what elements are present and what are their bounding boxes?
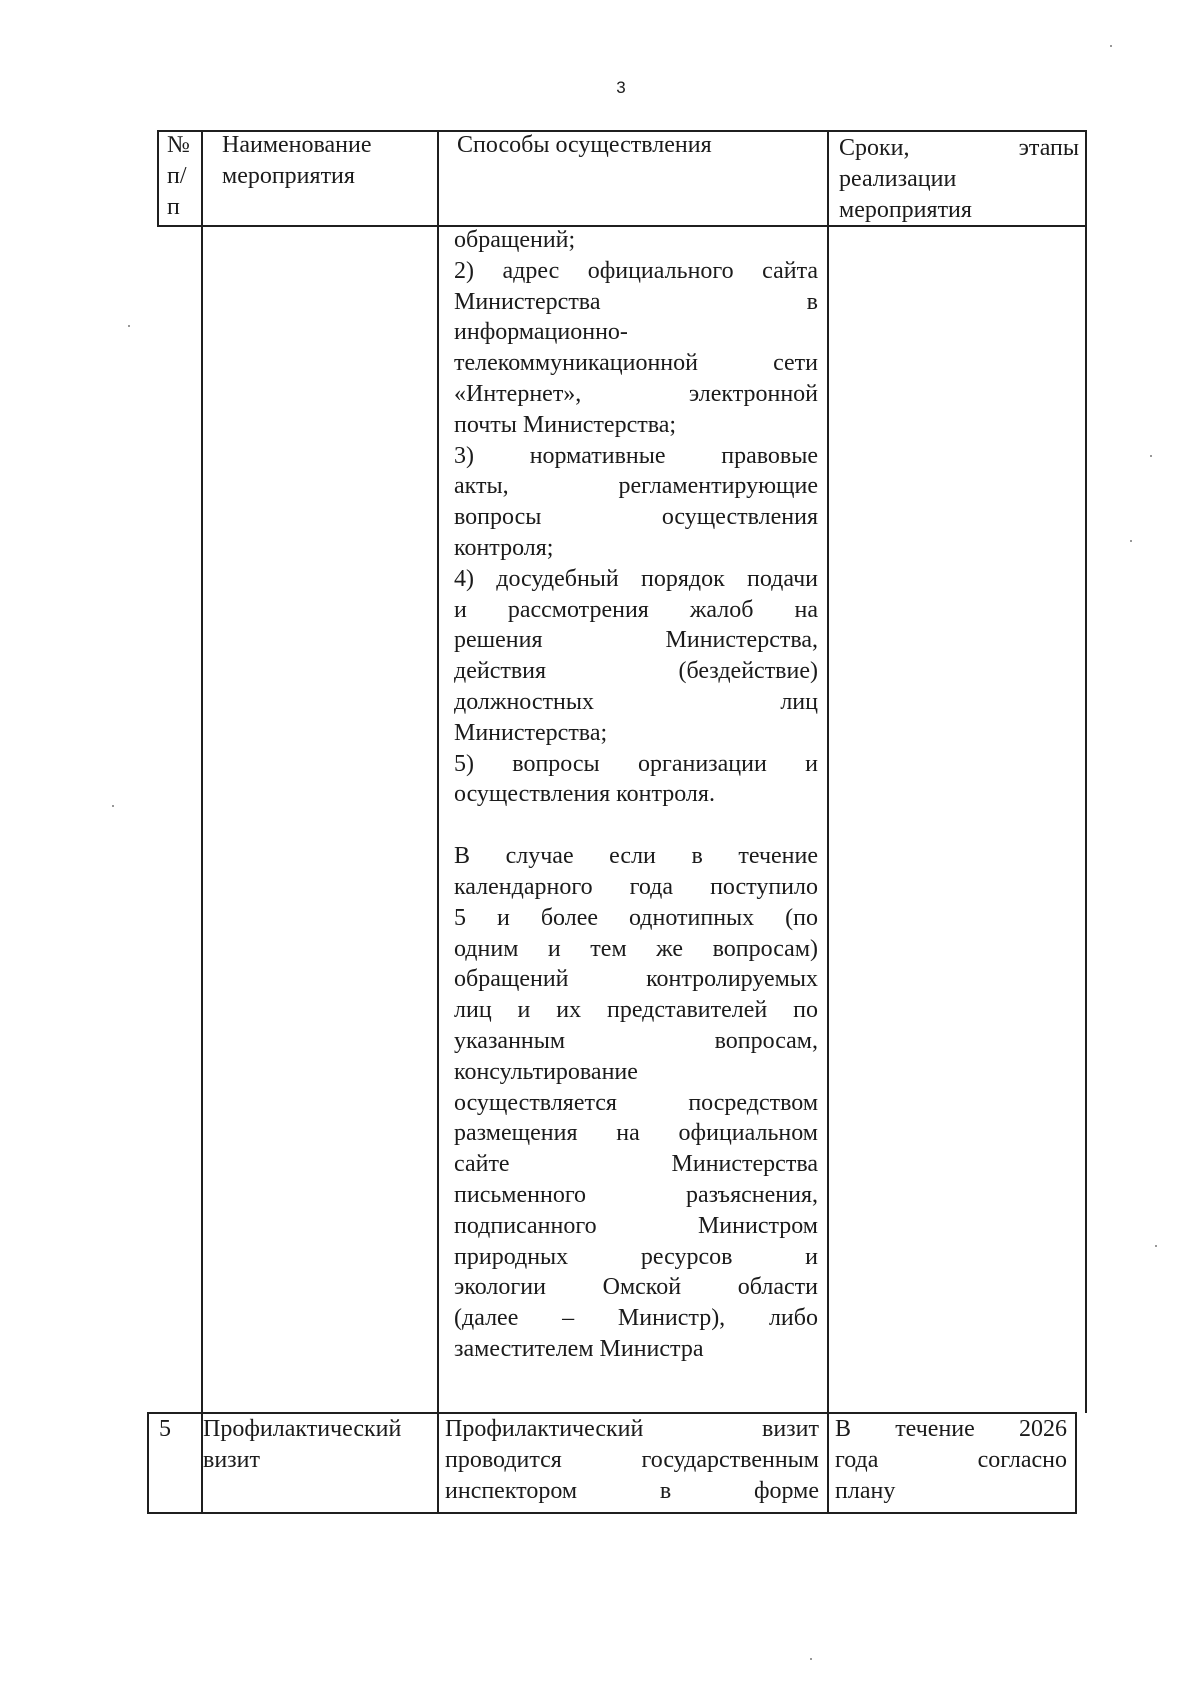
row-5-name: Профилактический визит [203,1416,402,1473]
row-5-divider [437,1412,439,1514]
scan-speck [1130,540,1132,542]
scan-speck [1150,455,1152,457]
methods-text-line: указанным вопросам, [454,1027,818,1054]
methods-text-line: осуществляется посредством [454,1089,818,1116]
scan-speck [810,1658,812,1660]
header-col-terms-line1: Сроки, этапы [839,135,1079,161]
scan-speck [1110,45,1112,47]
methods-text-line: Министерства; [454,719,608,746]
methods-text-line: 3) нормативные правовые [454,442,818,469]
methods-text-line: решения Министерства, [454,627,818,654]
methods-text-line: должностных лиц [454,688,818,715]
row-5-methods-line: проводится государственным [445,1446,819,1473]
scan-speck [112,805,114,807]
header-col-methods: Способы осуществления [457,132,712,158]
row-5-methods-line: Профилактический визит [445,1416,819,1442]
row-divider [437,225,439,1413]
row-5-divider [827,1412,829,1514]
methods-text-line: почты Министерства; [454,411,677,438]
methods-text-line: контроля; [454,534,554,561]
methods-text-line: обращений контролируемых [454,966,818,993]
methods-text-line: консультирование [454,1058,638,1085]
methods-text-line: «Интернет», электронной [454,380,818,407]
methods-text-line: действия (бездействие) [454,658,818,685]
methods-text-line: информационно- [454,319,628,346]
methods-text-line: размещения на официальном [454,1120,818,1147]
row-5-number: 5 [159,1416,171,1442]
row-5-methods-line: инспектором в форме [445,1477,819,1504]
methods-text-line: экологии Омской области [454,1274,818,1301]
methods-text-line: 4) досудебный порядок подачи [454,565,818,592]
methods-text-line: 5 и более однотипных (по [454,904,818,931]
methods-text-line: Министерства в [454,288,818,315]
methods-text-line: подписанного Министром [454,1212,818,1239]
header-divider [827,130,829,227]
table-row-5 [147,1412,1077,1514]
methods-text-line: заместителем Министра [454,1335,704,1362]
methods-text-line: и рассмотрения жалоб на [454,596,818,623]
row-5-left-border [147,1412,149,1514]
methods-text-line: (далее – Министр), либо [454,1305,818,1332]
methods-text-line: вопросы осуществления [454,504,818,531]
methods-text-line: обращений; [454,227,576,253]
header-col-terms-rest: реализации мероприятия [839,165,972,223]
table-continued-row [157,225,1087,1413]
methods-cell [454,225,818,1365]
row-divider [201,225,203,1413]
row-5-terms [835,1414,1067,1506]
page-number: 3 [616,78,626,97]
header-divider [201,130,203,227]
row-5-terms-line: В течение 2026 [835,1416,1067,1442]
header-col-name: Наименование мероприятия [222,132,372,189]
methods-text-line: осуществления контроля. [454,781,715,808]
methods-text-line: лиц и их представителей по [454,997,818,1024]
row-5-terms-line: плану [835,1477,896,1504]
scan-speck [1155,1245,1157,1247]
header-left-border [157,130,159,227]
methods-text-line: календарного года поступило [454,873,818,900]
row-5-right-border [1075,1412,1077,1514]
header-col-terms [839,133,1079,225]
header-col-number: № п/ п [167,132,190,220]
methods-text-line: письменного разъяснения, [454,1181,818,1208]
header-right-border [1085,130,1087,227]
row-5-methods [445,1414,819,1506]
methods-text-line: 2) адрес официального сайта [454,257,818,284]
paragraph-gap [454,810,818,841]
methods-text-line: телекоммуникационной сети [454,350,818,377]
methods-text-line: 5) вопросы организации и [454,750,818,777]
methods-text-line: В случае если в течение [454,843,818,870]
methods-text-line: сайте Министерства [454,1151,818,1178]
methods-text-line: природных ресурсов и [454,1243,818,1270]
row-5-bottom-border [147,1512,1077,1514]
row-divider [827,225,829,1413]
row-5-terms-line: года согласно [835,1446,1067,1473]
header-divider [437,130,439,227]
methods-text-line: акты, регламентирующие [454,473,818,500]
table-header [157,130,1087,227]
scan-speck [128,325,130,327]
row-right-border [1085,225,1087,1413]
methods-text-line: одним и тем же вопросам) [454,935,818,962]
